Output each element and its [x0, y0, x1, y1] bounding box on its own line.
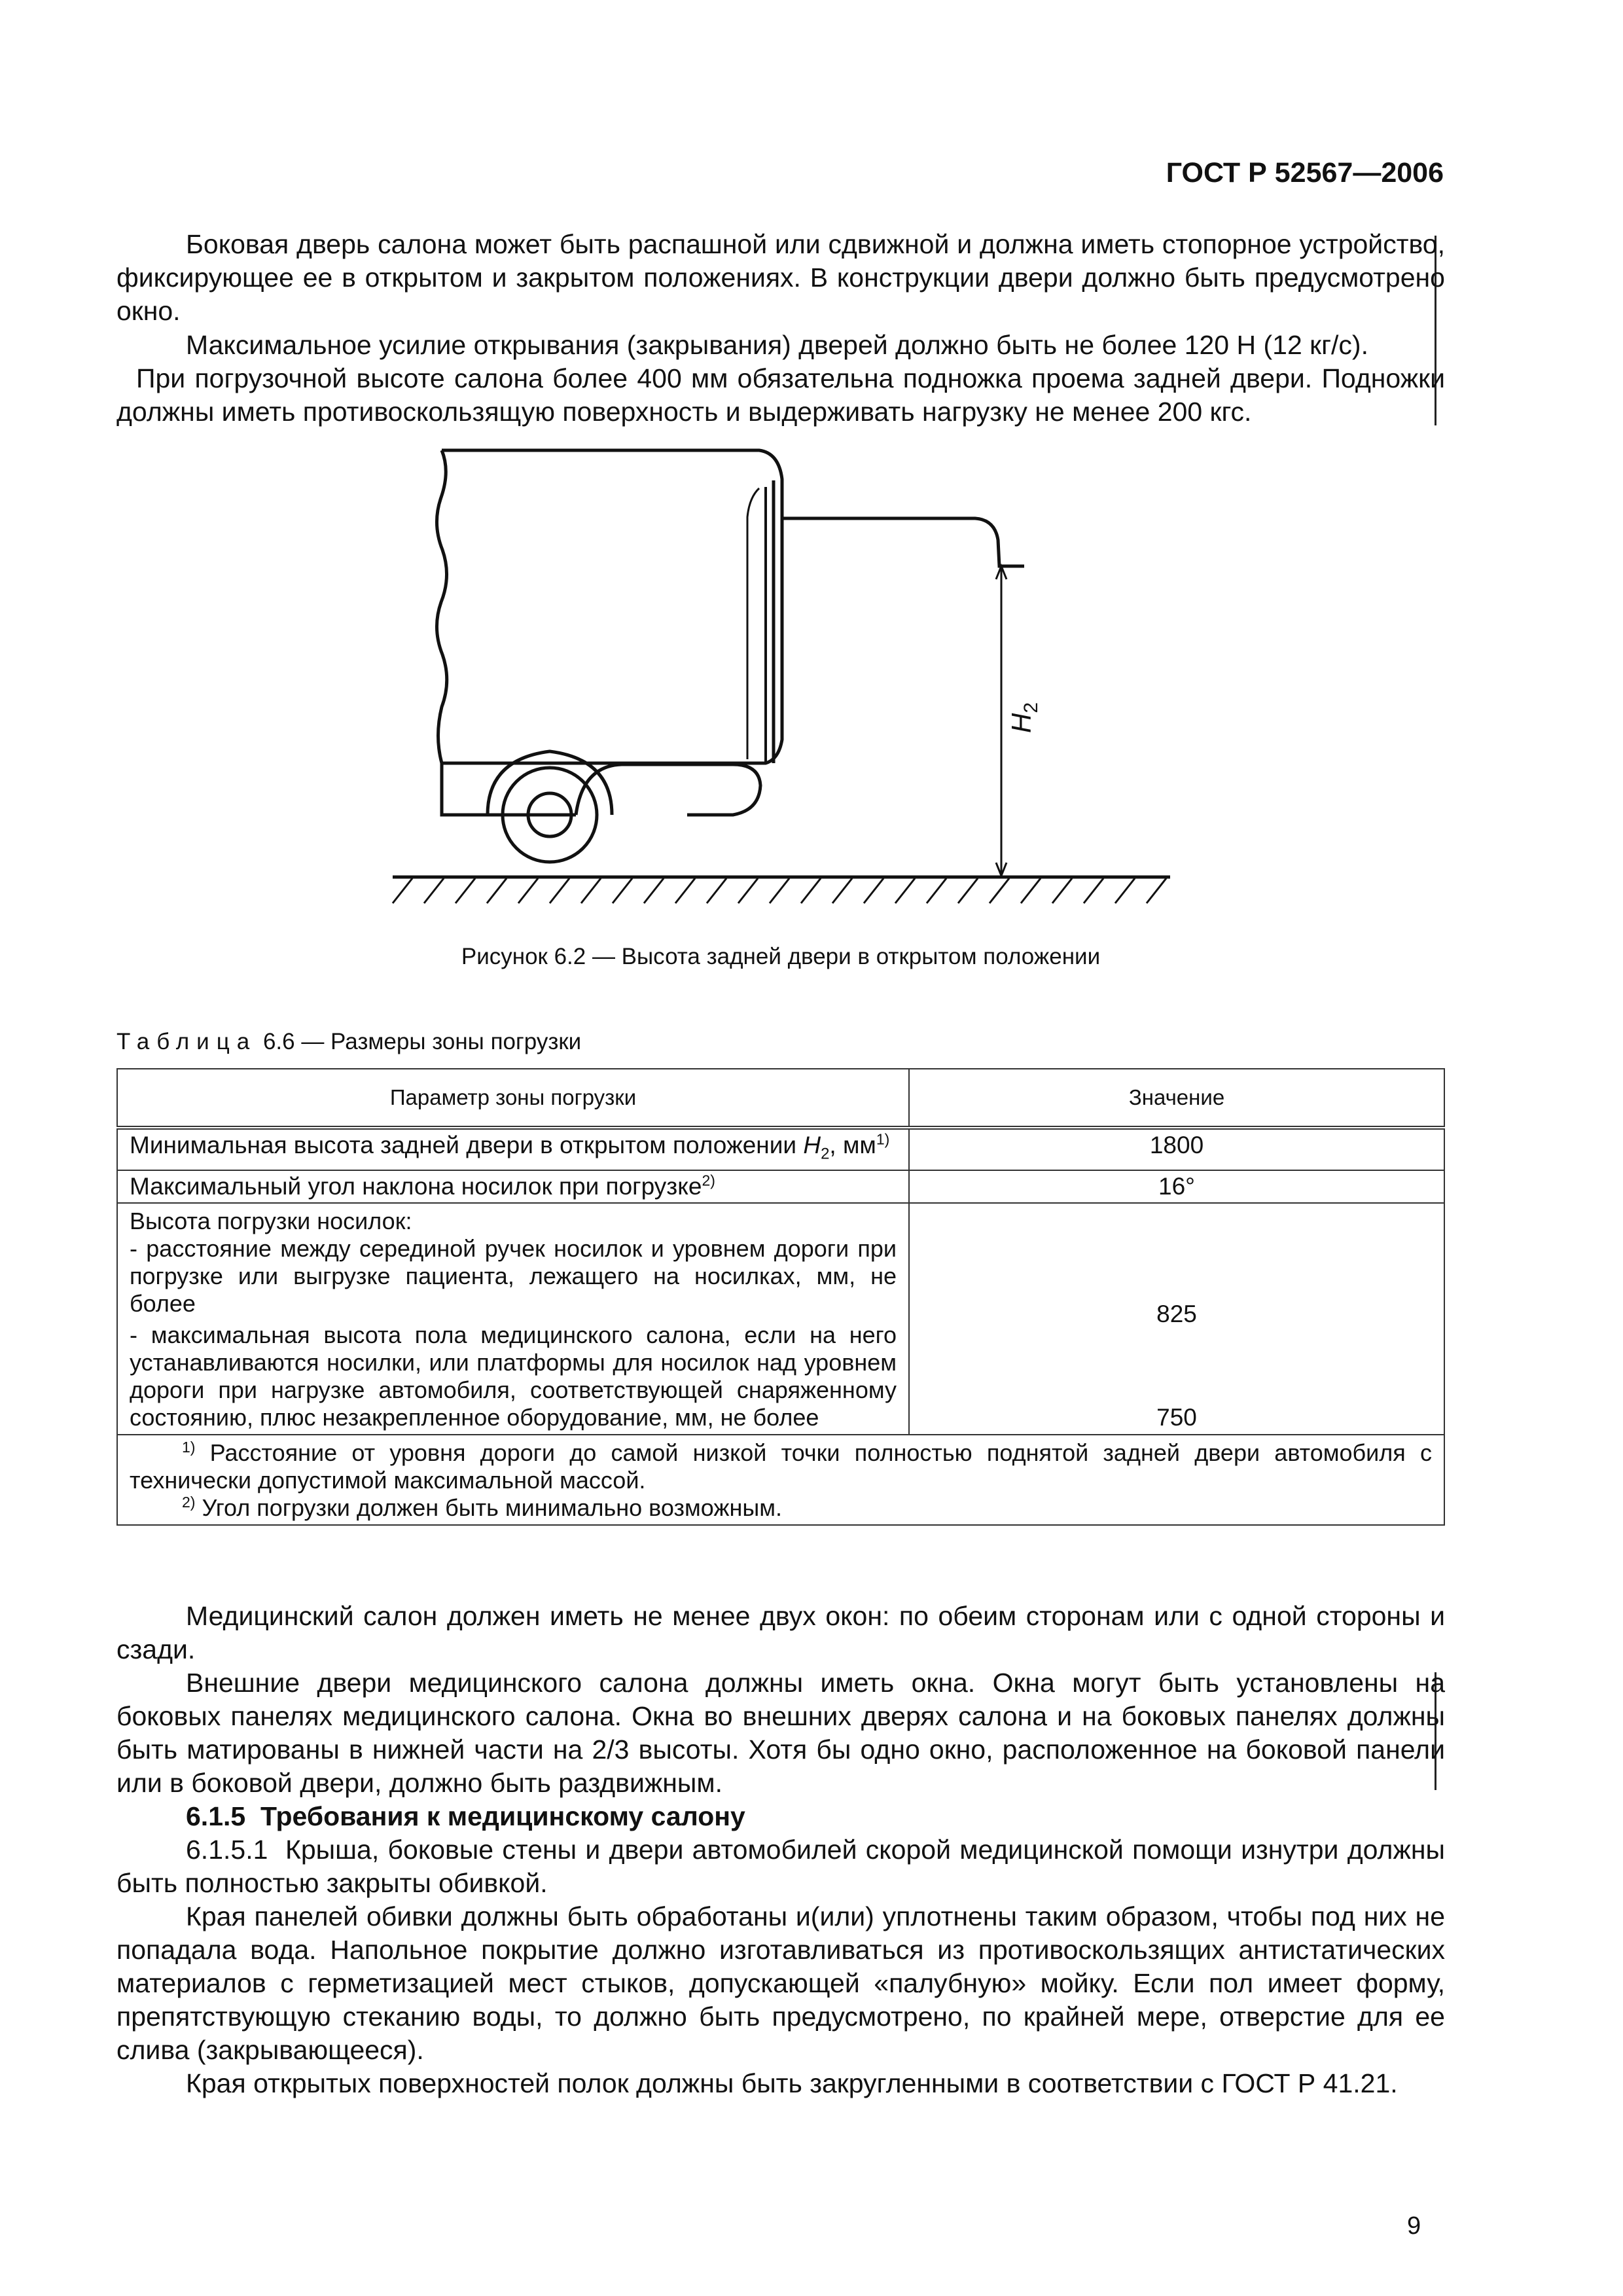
- paragraph-windows: Медицинский салон должен иметь не менее двух окон: по обеим сторонам или с одной стороны и сзади.: [116, 1601, 1445, 1664]
- paragraph-door-windows: Внешние двери медицинского салона должны иметь окна. Окна могут быть установлены на боковых панелях медицинского салона. Окна во внешних дверях салона и на боковых панелях должны быть матированы в нижней части на 2/3 высоты. Хотя бы одно окно, расположенное на боковой панели или в боковой двери, должно быть раздвижным.: [116, 1668, 1445, 1798]
- paragraph-panel-edges: Края панелей обивки должны быть обработаны и(или) уплотнены таким образом, чтобы под них не попадала вода. Напольное покрытие должно изготавливаться из противоскользящих антистатических материалов с герметизацией мест стыков, допускающей «палубную» мойку. Если пол имеет форму, препятствующую стеканию воды, то должно быть предусмотрено, по крайней мере, отверстие для ее слива (закрывающееся).: [116, 1901, 1445, 2065]
- row3-value-b: 750: [1156, 1404, 1197, 1431]
- row3-value-a: 825: [1156, 1300, 1197, 1328]
- header-parameter: Параметр зоны погрузки: [117, 1069, 909, 1128]
- section-heading-6-1-5: 6.1.5 Требования к медицинскому салону: [186, 1801, 745, 1831]
- dimension-label-h2: $H_2$: [1006, 702, 1042, 733]
- row3-item-a: - расстояние между серединой ручек носилок и уровнем дороги при погрузке или выгрузке пациента, лежащего на носилках, мм, не более: [130, 1235, 897, 1318]
- header-value: Значение: [909, 1069, 1444, 1128]
- figure-rear-door-height: [366, 432, 1178, 942]
- table-row: [117, 1170, 1444, 1203]
- paragraph-side-door: Боковая дверь салона может быть распашной или сдвижной и должна иметь стопорное устройство, фиксирующее ее в открытом и закрытом положениях. В конструкции двери должно быть предусмотрено окно.: [116, 229, 1445, 326]
- paragraph-shelf-edges: Края открытых поверхностей полок должны быть закругленными в соответствии с ГОСТ Р 41.21.: [186, 2068, 1398, 2098]
- row2-parameter: Максимальный угол наклона носилок при погрузке$^{2)}$: [117, 1170, 909, 1203]
- row3-item-b: - максимальная высота пола медицинского салона, если на него устанавливаются носилки, или платформы для носилок над уровнем дороги при нагрузке автомобиля, соответствующей снаряженному состоянию, плюс незакрепленное оборудование, мм, не более: [130, 1321, 897, 1431]
- table-row: [117, 1128, 1444, 1170]
- wheel-arch: [488, 751, 612, 815]
- table-note-2: $^{2)}$ Угол погрузки должен быть минимально возможным.: [182, 1494, 782, 1522]
- row3-parameter: [117, 1203, 909, 1435]
- van-body-outline: [442, 450, 782, 763]
- table-header-row: [117, 1069, 1444, 1128]
- row1-value: 1800: [909, 1128, 1444, 1170]
- paragraph-door-force: Максимальное усилие открывания (закрывания) дверей должно быть не более 120 Н (12 кг/с).: [186, 330, 1368, 360]
- document-id-header: ГОСТ Р 52567—2006: [1166, 157, 1444, 188]
- row2-value: 16°: [909, 1170, 1444, 1203]
- table-note-1: $^{1)}$ Расстояние от уровня дороги до самой низкой точки полностью поднятой задней двери автомобиля с технически допустимой максимальной массой.: [130, 1439, 1432, 1494]
- paragraph-6-1-5-1: 6.1.5.1 Крыша, боковые стены и двери автомобилей скорой медицинской помощи изнутри должны быть полностью закрыты обивкой.: [116, 1835, 1453, 1898]
- page-number: 9: [1407, 2212, 1421, 2240]
- figure-caption: Рисунок 6.2 — Высота задней двери в открытом положении: [461, 944, 1101, 969]
- table-title: Таблица 6.6 — Размеры зоны погрузки: [116, 1029, 582, 1054]
- loading-zone-table: [116, 1068, 1445, 1526]
- ground-hatching: [393, 878, 1166, 903]
- open-rear-door: [781, 518, 1024, 566]
- table-notes-row: [117, 1435, 1444, 1525]
- row3-values: [909, 1203, 1444, 1435]
- row1-parameter: Минимальная высота задней двери в открытом положении $H_2$, $мм^{1)}$: [117, 1128, 909, 1170]
- table-row: [117, 1203, 1444, 1435]
- paragraph-footstep: При погрузочной высоте салона более 400 мм обязательна подножка проема задней двери. Подножки должны иметь противоскользящую поверхность и выдерживать нагрузку не менее 200 кгс.: [116, 363, 1445, 427]
- row3-title: Высота погрузки носилок:: [130, 1208, 412, 1235]
- table-notes: [117, 1435, 1444, 1525]
- van-body-break-line: [437, 450, 446, 763]
